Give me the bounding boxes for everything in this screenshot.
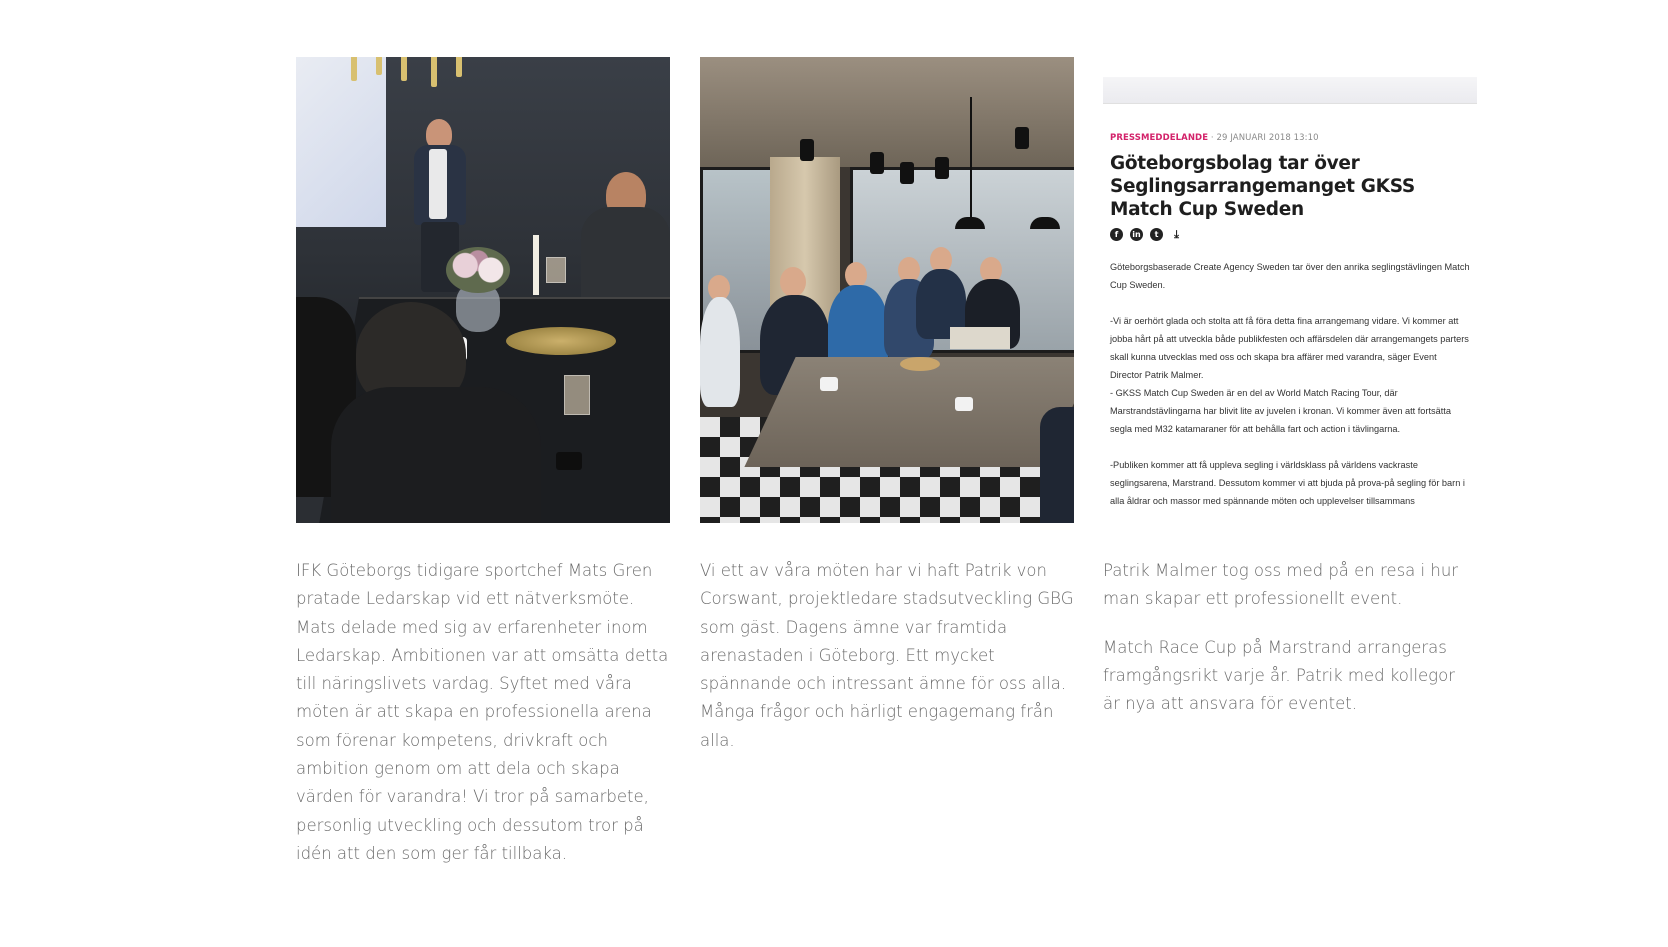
paragraph: Vi ett av våra möten har vi haft Patrik von Corswant, projektledare stadsutveckling GBG som gäst. Dagens ämne var framtida arenastaden i Göteborg. Ett mycket spännande och intressant ämne för oss alla. Många frågor och härligt engagemang från alla. (700, 561, 1074, 750)
column-mats-gren (296, 57, 670, 863)
paragraph: IFK Göteborgs tidigare sportchef Mats Gren pratade Ledarskap vid ett nätverksmöte. Mats delade med sig av erfarenheter inom Ledarskap. Ambitionen var att omsätta detta till näringslivets vardag. Syftet med våra möten är att skapa en professionella arena som förenar kompetens, drivkraft och ambition genom om att dela och skapa värden för varandra! Vi tror på samarbete, personlig utveckling och dessutom tror på idén att den som ger får tillbaka. (296, 561, 669, 863)
paragraph: Match Race Cup på Marstrand arrangeras framgångsrikt varje år. Patrik med kollegor är nya att ansvara för eventet. (1103, 637, 1455, 714)
column-text (700, 557, 1074, 775)
press-release-kind: PRESSMEDDELANDE (1110, 133, 1209, 143)
column-patrik-malmer (1103, 57, 1477, 714)
press-release-screenshot (1103, 57, 1477, 523)
download-icon[interactable]: ⤓ (1174, 228, 1179, 241)
twitter-icon[interactable]: t (1150, 228, 1163, 241)
share-icons (1110, 228, 1183, 241)
press-release-body (1110, 258, 1470, 523)
column-patrik-von-corswant (700, 57, 1074, 750)
press-release-date: · 29 JANUARI 2018 13:10 (1208, 133, 1319, 143)
column-text (1103, 557, 1477, 738)
press-release-paragraph: Göteborgsbaserade Create Agency Sweden tar över den anrika seglingstävlingen Match Cup Sweden. (1110, 262, 1470, 290)
meeting-photo (296, 57, 670, 523)
browser-bar (1103, 77, 1477, 104)
content-grid (296, 57, 1475, 877)
press-release-paragraph: -Vi är oerhört glada och stolta att få föra detta fina arrangemang vidare. Vi kommer att jobba hårt på att utveckla både publikfesten och affärsdelen där arrangemangets parters skall kunna utvecklas med oss och skapa bra affärer med varandra, säger Event Director Patrik Malmer. - GKSS Match Cup Sweden är en del av World Match Racing Tour, där Marstrandstävlingarna har blivit lite av juvelen i kronan. Vi kommer även att fortsätta segla med M32 katamaraner för att behålla fart och action i tävlingarna. (1110, 316, 1469, 434)
press-release-headline: Göteborgsbolag tar över Seglingsarrangemanget GKSS Match Cup Sweden (1110, 153, 1415, 220)
facebook-icon[interactable]: f (1110, 228, 1123, 241)
press-release-meta (1110, 133, 1319, 143)
linkedin-icon[interactable]: in (1130, 228, 1143, 241)
column-text (296, 557, 670, 888)
group-meeting-photo (700, 57, 1074, 523)
paragraph: Patrik Malmer tog oss med på en resa i hur man skapar ett professionellt event. (1103, 561, 1459, 609)
press-release-paragraph: -Publiken kommer att få uppleva segling i världsklass på världens vackraste seglingsarena, Marstrand. Dessutom kommer vi att bjuda på prova-på segling för barn i alla åldrar och massor med spännande möten och upplevelser tillsammans (1110, 460, 1465, 506)
